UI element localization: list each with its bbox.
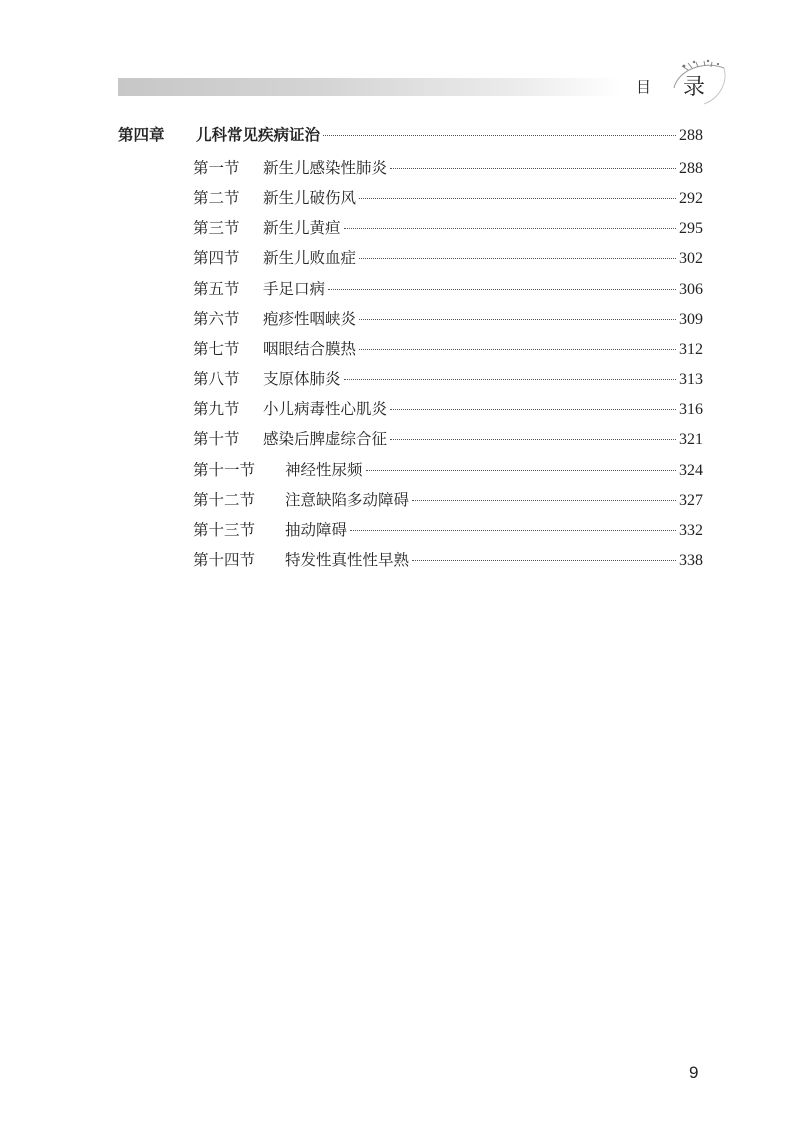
section-label: 第三节 [193, 219, 240, 237]
leader-dots [359, 198, 676, 199]
section-page-number: 327 [679, 492, 703, 509]
section-page-number: 324 [679, 462, 703, 479]
section-page-number: 316 [679, 401, 703, 418]
section-page-number: 338 [679, 552, 703, 569]
leader-dots [412, 560, 676, 561]
section-title: 新生儿感染性肺炎 [263, 159, 388, 177]
section-title: 手足口病 [263, 280, 326, 298]
chapter-title: 儿科常见疾病证治 [196, 125, 321, 144]
section-label: 第九节 [193, 400, 240, 418]
header-gradient-bar [118, 78, 620, 96]
leader-dots [366, 470, 676, 471]
leader-dots [350, 530, 676, 531]
leader-dots [412, 500, 676, 501]
section-label: 第八节 [193, 370, 240, 388]
toc-section-entry[interactable] [193, 429, 703, 449]
section-label: 第十二节 [193, 491, 256, 509]
toc-section-entry[interactable] [193, 248, 703, 268]
leader-dots [390, 168, 676, 169]
toc-section-entry[interactable] [193, 339, 703, 359]
leader-dots [323, 135, 676, 136]
leader-dots [390, 439, 676, 440]
section-page-number: 321 [679, 431, 703, 448]
section-title: 抽动障碍 [285, 521, 348, 539]
section-title: 新生儿破伤风 [263, 189, 357, 207]
section-page-number: 332 [679, 522, 703, 539]
section-title: 注意缺陷多动障碍 [285, 491, 410, 509]
leader-dots [328, 289, 676, 290]
section-title: 小儿病毒性心肌炎 [263, 400, 388, 418]
section-label: 第六节 [193, 310, 240, 328]
section-page-number: 309 [679, 311, 703, 328]
toc-section-entry[interactable] [193, 218, 703, 238]
section-page-number: 288 [679, 160, 703, 177]
leader-dots [359, 258, 676, 259]
toc-section-entry[interactable] [193, 460, 703, 480]
section-page-number: 295 [679, 220, 703, 237]
toc-section-entry[interactable] [193, 279, 703, 299]
section-label: 第七节 [193, 340, 240, 358]
toc-chapter-entry[interactable] [118, 125, 703, 145]
section-title: 新生儿败血症 [263, 249, 357, 267]
section-title: 神经性尿频 [285, 461, 363, 479]
section-label: 第十四节 [193, 551, 256, 569]
section-label: 第十节 [193, 430, 240, 448]
toc-section-entry[interactable] [193, 490, 703, 510]
section-title: 咽眼结合膜热 [263, 340, 357, 358]
leader-dots [359, 319, 676, 320]
section-page-number: 302 [679, 250, 703, 267]
section-page-number: 313 [679, 371, 703, 388]
toc-section-entry[interactable] [193, 158, 703, 178]
section-title: 支原体肺炎 [263, 370, 341, 388]
section-title: 特发性真性性早熟 [285, 551, 410, 569]
section-label: 第十一节 [193, 461, 256, 479]
leader-dots [359, 349, 676, 350]
section-label: 第二节 [193, 189, 240, 207]
section-page-number: 292 [679, 190, 703, 207]
section-page-number: 312 [679, 341, 703, 358]
chapter-page-number: 288 [679, 127, 703, 144]
header-title-char-1: 目 [636, 78, 652, 96]
section-label: 第五节 [193, 280, 240, 298]
toc-section-entry[interactable] [193, 399, 703, 419]
leader-dots [344, 228, 676, 229]
leader-dots [390, 409, 676, 410]
chapter-label: 第四章 [118, 125, 165, 144]
toc-section-entry[interactable] [193, 309, 703, 329]
header-title-char-2: 录 [683, 75, 706, 100]
section-title: 新生儿黄疸 [263, 219, 341, 237]
section-page-number: 306 [679, 281, 703, 298]
section-label: 第十三节 [193, 521, 256, 539]
toc-section-entry[interactable] [193, 520, 703, 540]
toc-section-entry[interactable] [193, 369, 703, 389]
section-title: 疱疹性咽峡炎 [263, 310, 357, 328]
section-title: 感染后脾虚综合征 [263, 430, 388, 448]
leader-dots [344, 379, 676, 380]
toc-section-entry[interactable] [193, 188, 703, 208]
section-label: 第一节 [193, 159, 240, 177]
footer-page-number: 9 [689, 1063, 699, 1082]
section-label: 第四节 [193, 249, 240, 267]
toc-section-entry[interactable] [193, 550, 703, 570]
